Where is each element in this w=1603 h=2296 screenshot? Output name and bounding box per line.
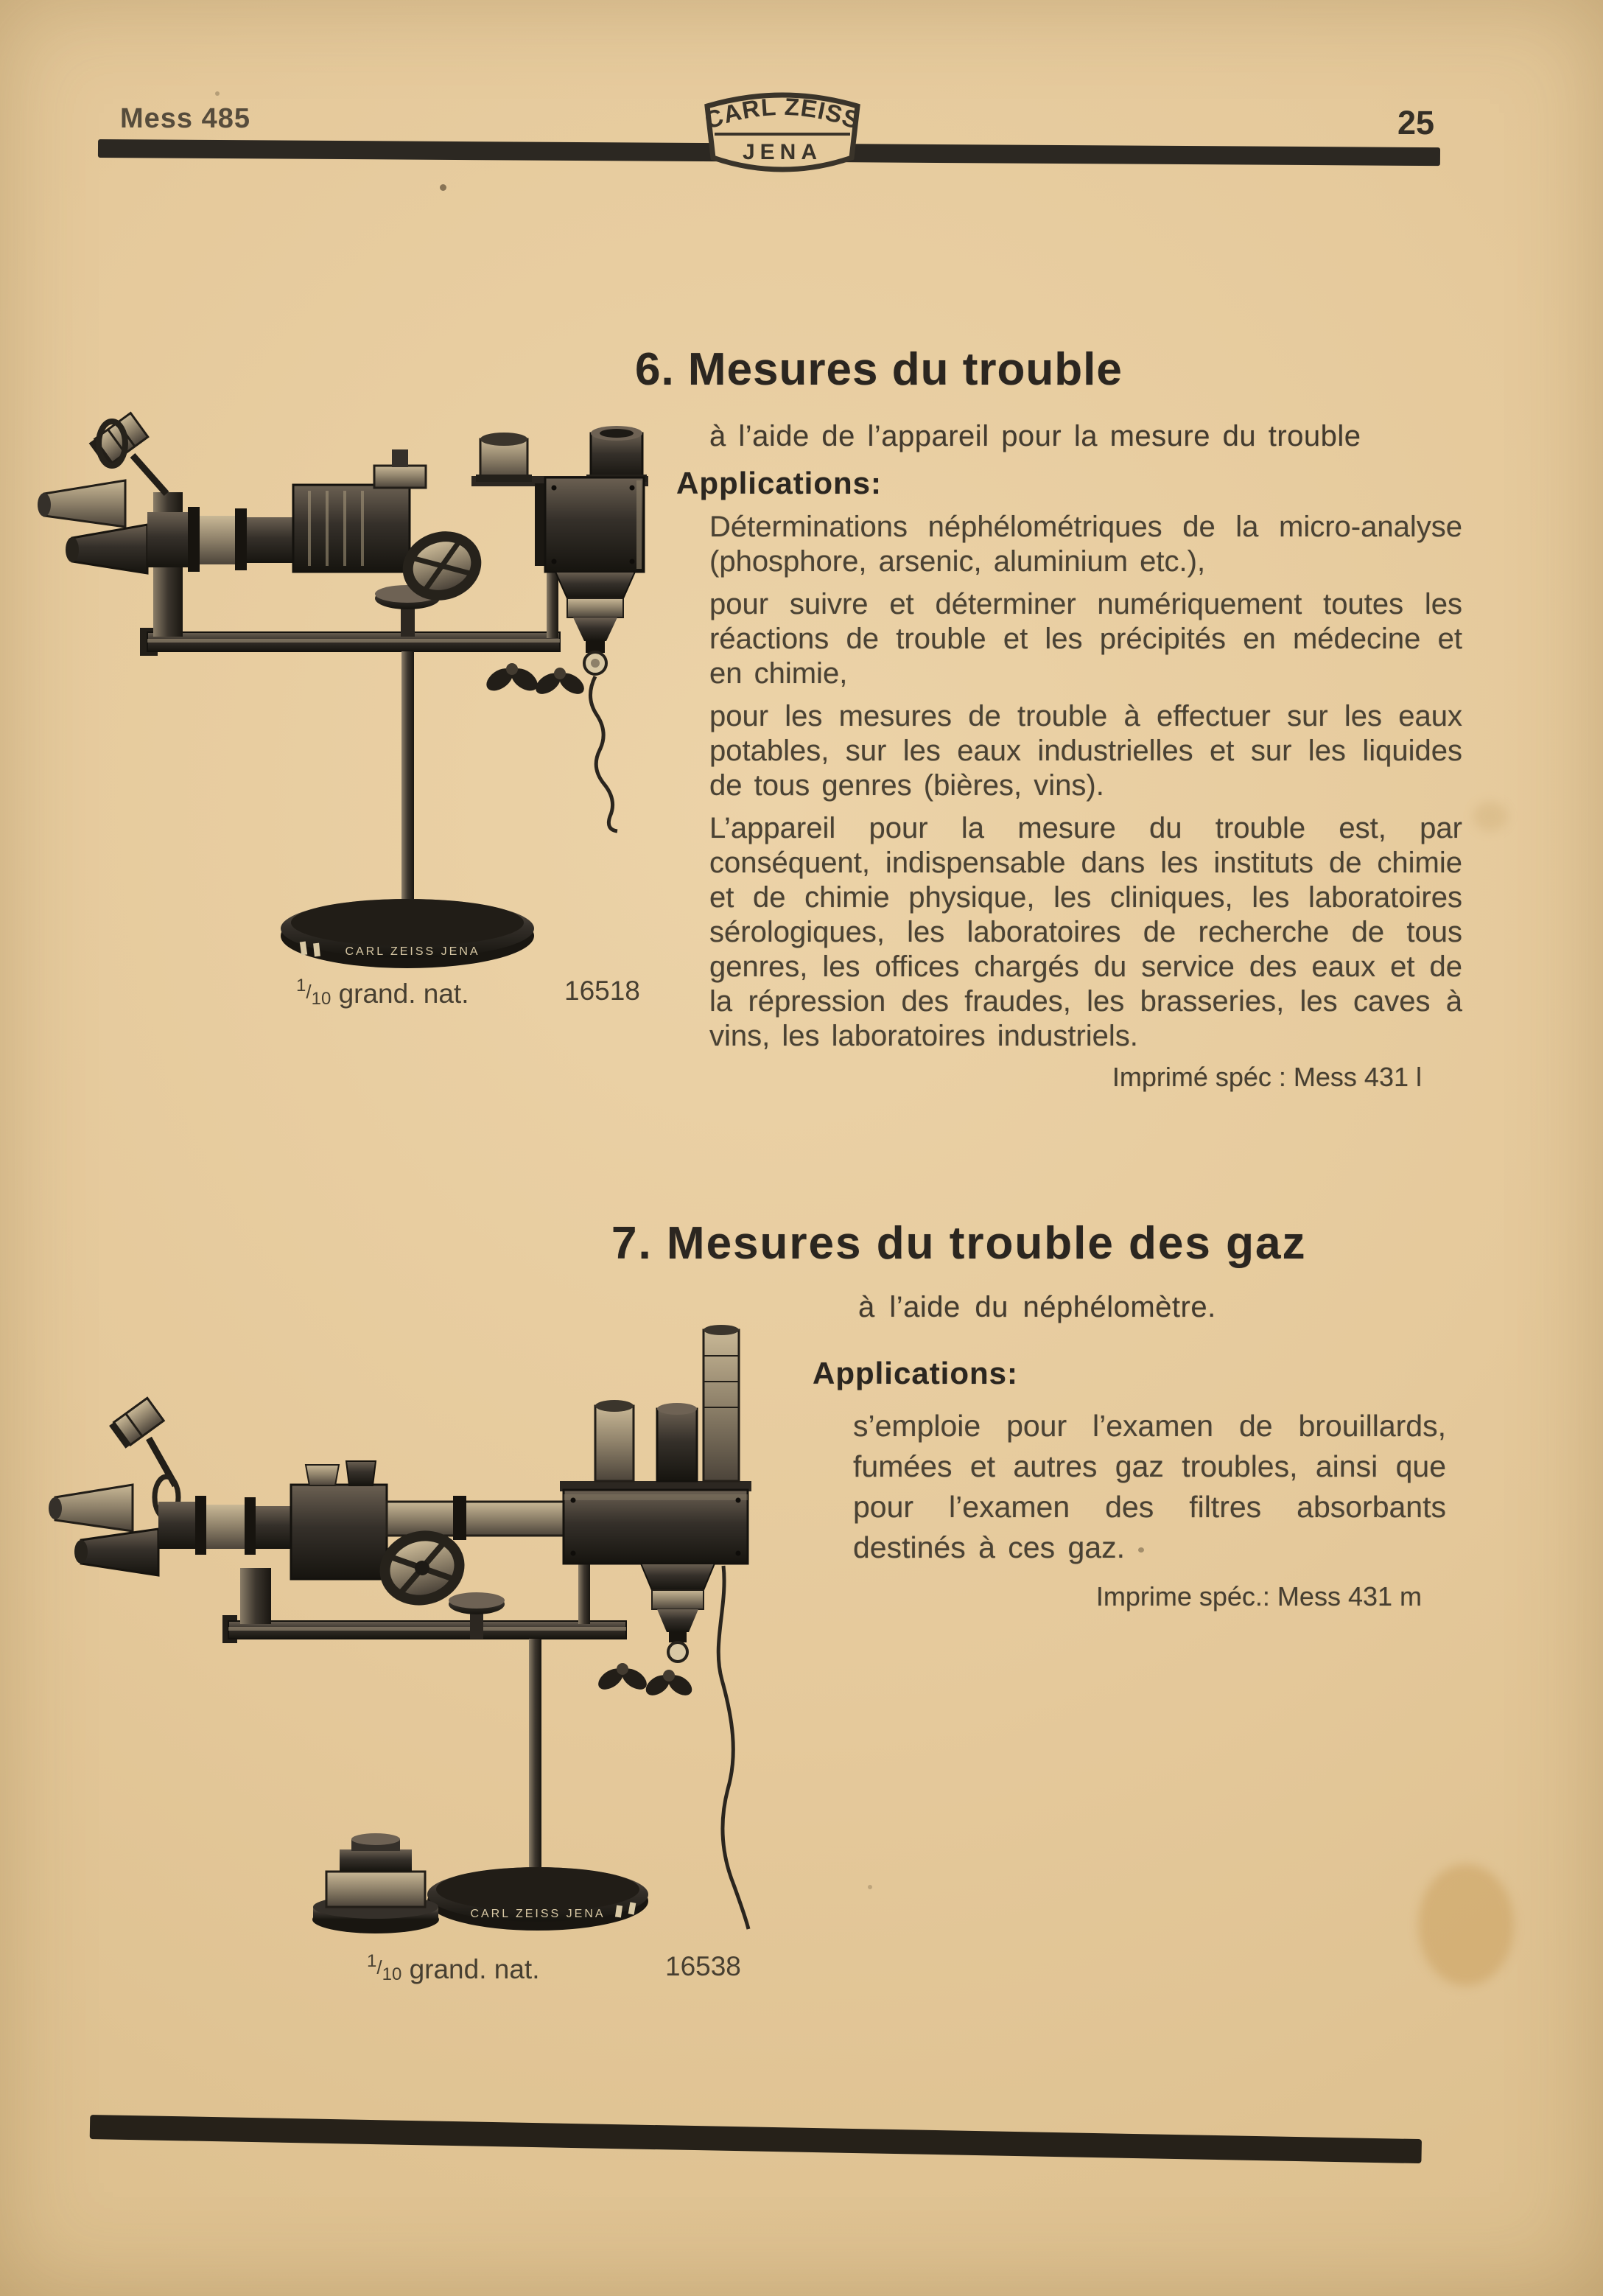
section7-body (853, 1406, 1446, 1612)
instrument-figure-16538 (22, 1297, 766, 1989)
long-tube (387, 1502, 564, 1536)
base-engraving: CARL ZEISS JENA (470, 1908, 606, 1920)
top-cylinder-left (595, 1400, 634, 1481)
eyepiece-cones (49, 1485, 158, 1575)
paragraph: L’appareil pour la mesure du trouble est, par conséquent, indispensable dans les instituts de chimie et de chimie physique, les cliniques, les laboratoires sérologiques, les laboratoires de recherche de tous genres, les offices chargés du service des eaux et de la répression des fraudes, les brasseries, les caves à vins, les laboratoires industriels. (709, 812, 1462, 1052)
section6-title: 6. Mesures du trouble (635, 344, 1123, 395)
carl-zeiss-jena-logo (700, 81, 865, 174)
tube-collar (453, 1496, 466, 1540)
top-cylinder-right (657, 1403, 697, 1481)
section6-body (709, 510, 1462, 1093)
objective-stack (641, 1564, 715, 1662)
wing-nut (483, 663, 541, 696)
adjust-knob-top (449, 1592, 505, 1609)
lamp-arm (109, 1398, 175, 1485)
section6-subtitle: à l’aide de l’appareil pour la mesure du trouble (709, 420, 1361, 452)
base-engraving: CARL ZEISS JENA (345, 945, 480, 958)
scan-speck (215, 91, 220, 96)
support-bar-highlight (228, 1627, 626, 1631)
lamp-bulb-center (591, 659, 600, 668)
paper-stain (1473, 802, 1507, 831)
knob-post (470, 1614, 483, 1639)
shutter-box (293, 449, 426, 572)
wing-nut (532, 668, 588, 699)
doc-reference: Mess 485 (120, 103, 251, 134)
scan-speck (1138, 1547, 1144, 1553)
right-support-column (578, 1564, 590, 1624)
objective-stack (555, 572, 635, 653)
section7-subtitle: à l’aide du néphélomètre. (858, 1291, 1216, 1323)
eyepiece-cones (38, 480, 147, 573)
left-support-column (240, 1568, 271, 1624)
figure1-scale-caption (296, 976, 469, 1009)
scale-numerator: 1 (296, 976, 306, 995)
top-cylinder-right (586, 426, 647, 482)
instrument-figure-16518 (29, 398, 648, 995)
wing-nut (594, 1663, 650, 1694)
paragraph: pour suivre et déterminer numériquement toutes les réactions de trouble et les précipités en médecine et en chimie, (709, 588, 1462, 690)
section6-imprint-ref: Imprimé spéc : Mess 431 l (1112, 1062, 1422, 1092)
right-support-column (547, 572, 558, 638)
section7-imprint-ref: Imprime spéc.: Mess 431 m (1095, 1581, 1422, 1611)
section7-applications-heading: Applications: (813, 1356, 1019, 1390)
paragraph: pour les mesures de trouble à effectuer sur les eaux potables, sur les eaux industrielles et sur les liquides de tous genres (bières, vins). (709, 700, 1462, 802)
power-cord (590, 676, 617, 831)
nephelometer-box (564, 1490, 748, 1564)
optical-tube (158, 1496, 292, 1555)
figure2-scale-caption (367, 1951, 539, 1985)
power-cord (718, 1566, 748, 1929)
paper-stain (1418, 1864, 1514, 1986)
elbow-box (291, 1461, 387, 1579)
page-number: 25 (1397, 104, 1435, 141)
scan-speck (868, 1885, 872, 1889)
photometer-box (535, 477, 644, 572)
scan-speck (440, 184, 446, 191)
figure2-number: 16538 (665, 1951, 741, 1981)
scale-denominator: 10 (311, 989, 332, 1009)
stand-base-top (291, 899, 524, 946)
stand-rod (401, 651, 414, 940)
optical-tube (147, 507, 293, 572)
detached-cap-part (312, 1833, 439, 1933)
wing-nut (642, 1670, 696, 1699)
support-bar-highlight (147, 639, 560, 643)
stand-rod (529, 1639, 541, 1898)
figure1-number: 16518 (564, 976, 640, 1006)
scale-slash: / (376, 1956, 382, 1978)
scale-label: grand. nat. (409, 1954, 540, 1984)
scale-numerator: 1 (367, 1951, 377, 1971)
chimney-cylinder (704, 1325, 739, 1481)
scale-label: grand. nat. (338, 979, 469, 1009)
scale-denominator: 10 (382, 1964, 402, 1984)
paragraph: Déterminations néphélométriques de la micro-analyse (phosphore, arsenic, aluminium etc.), (709, 511, 1462, 578)
section6-applications-heading: Applications: (676, 466, 883, 500)
logo-line2: JENA (742, 140, 823, 164)
footer-rule (90, 2115, 1422, 2163)
top-cylinder-left (476, 433, 532, 482)
logo-line1: CARL ZEISS (701, 92, 864, 135)
paragraph: s’emploie pour l’examen de brouillards, fumées et autres gaz troubles, ainsi que pour l’examen des filtres absorbants destinés à ces gaz. (853, 1409, 1446, 1564)
section7-title: 7. Mesures du trouble des gaz (611, 1218, 1307, 1269)
stand-base-top (436, 1867, 639, 1911)
scale-slash: / (306, 981, 312, 1003)
